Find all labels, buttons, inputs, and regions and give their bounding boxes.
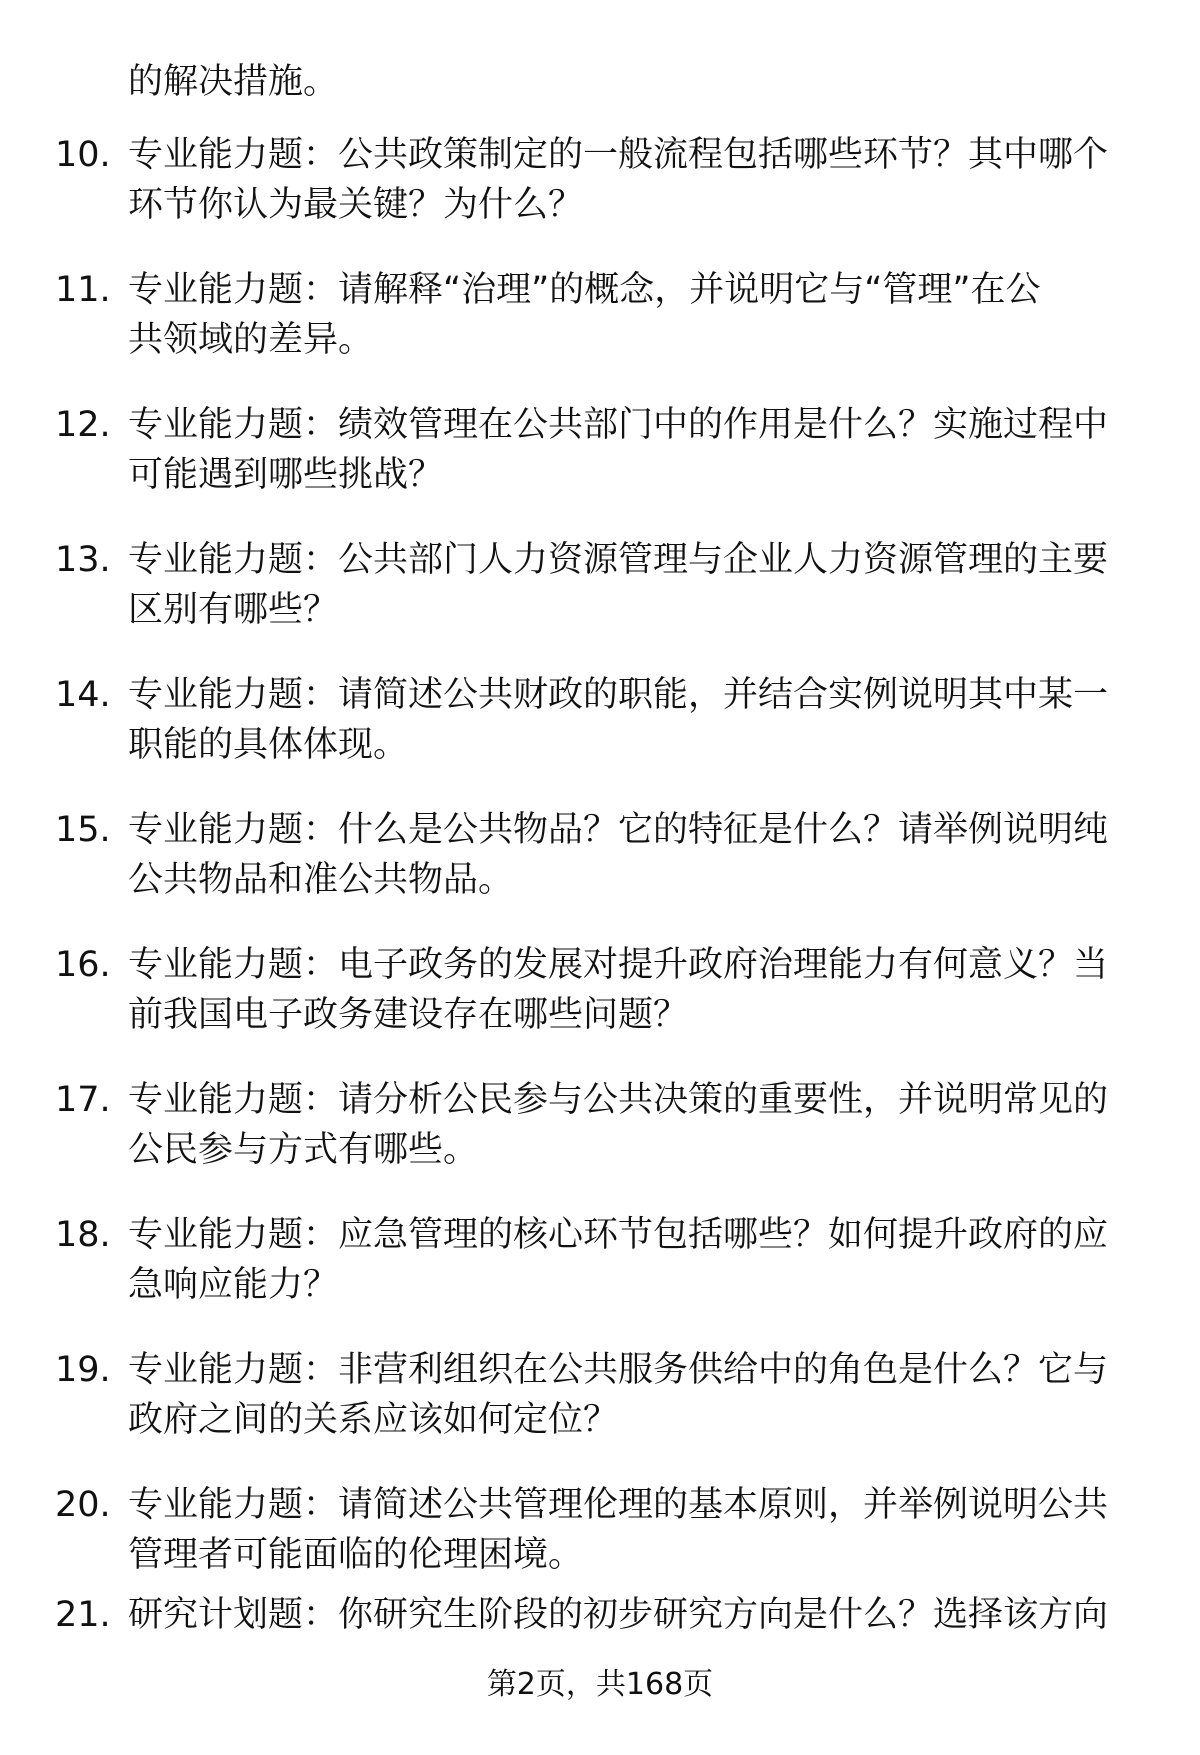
item-number: 15. [55,810,111,850]
item-text-line: 共领域的差异。 [128,320,374,360]
item-number: 12. [55,405,111,445]
item-text-line: 专业能力题：什么是公共物品？它的特征是什么？请举例说明纯 [128,810,1109,850]
item-number: 11. [55,270,111,310]
item-text-line: 环节你认为最关键？为什么？ [128,185,584,225]
item-number: 13. [55,540,111,580]
item-number: 21. [55,1595,111,1635]
continuation-text: 的解决措施。 [128,62,339,102]
item-number: 20. [55,1485,111,1525]
item-number: 10. [55,135,111,175]
item-number: 14. [55,675,111,715]
item-text-line: 专业能力题：请解释“治理”的概念，并说明它与“管理”在公 [128,270,1041,310]
item-text-line: 专业能力题：公共政策制定的一般流程包括哪些环节？其中哪个 [128,135,1109,175]
item-number: 18. [55,1215,111,1255]
item-text-line: 专业能力题：应急管理的核心环节包括哪些？如何提升政府的应 [128,1215,1109,1255]
item-text-line: 专业能力题：绩效管理在公共部门中的作用是什么？实施过程中 [128,405,1109,445]
item-text-line: 管理者可能面临的伦理困境。 [128,1535,584,1575]
item-text-line: 急响应能力？ [128,1265,339,1305]
item-number: 17. [55,1080,111,1120]
item-text-line: 专业能力题：请简述公共财政的职能，并结合实例说明其中某一 [128,675,1109,715]
item-text-line: 政府之间的关系应该如何定位？ [128,1400,619,1440]
item-text-line: 专业能力题：非营利组织在公共服务供给中的角色是什么？它与 [128,1350,1109,1390]
item-text-line: 专业能力题：公共部门人力资源管理与企业人力资源管理的主要 [128,540,1109,580]
page-footer: 第2页，共168页 [486,1667,714,1702]
item-text-line: 公共物品和准公共物品。 [128,860,514,900]
item-text-line: 可能遇到哪些挑战？ [128,455,444,495]
item-text-line: 前我国电子政务建设存在哪些问题？ [128,995,689,1035]
item-text-line: 研究计划题：你研究生阶段的初步研究方向是什么？选择该方向 [128,1595,1109,1635]
item-text-line: 区别有哪些？ [128,590,339,630]
item-text-line: 专业能力题：电子政务的发展对提升政府治理能力有何意义？当 [128,945,1109,985]
item-number: 19. [55,1350,111,1390]
item-text-line: 专业能力题：请简述公共管理伦理的基本原则，并举例说明公共 [128,1485,1109,1525]
item-text-line: 专业能力题：请分析公民参与公共决策的重要性，并说明常见的 [128,1080,1109,1120]
item-text-line: 公民参与方式有哪些。 [128,1130,479,1170]
item-number: 16. [55,945,111,985]
item-text-line: 职能的具体体现。 [128,725,409,765]
